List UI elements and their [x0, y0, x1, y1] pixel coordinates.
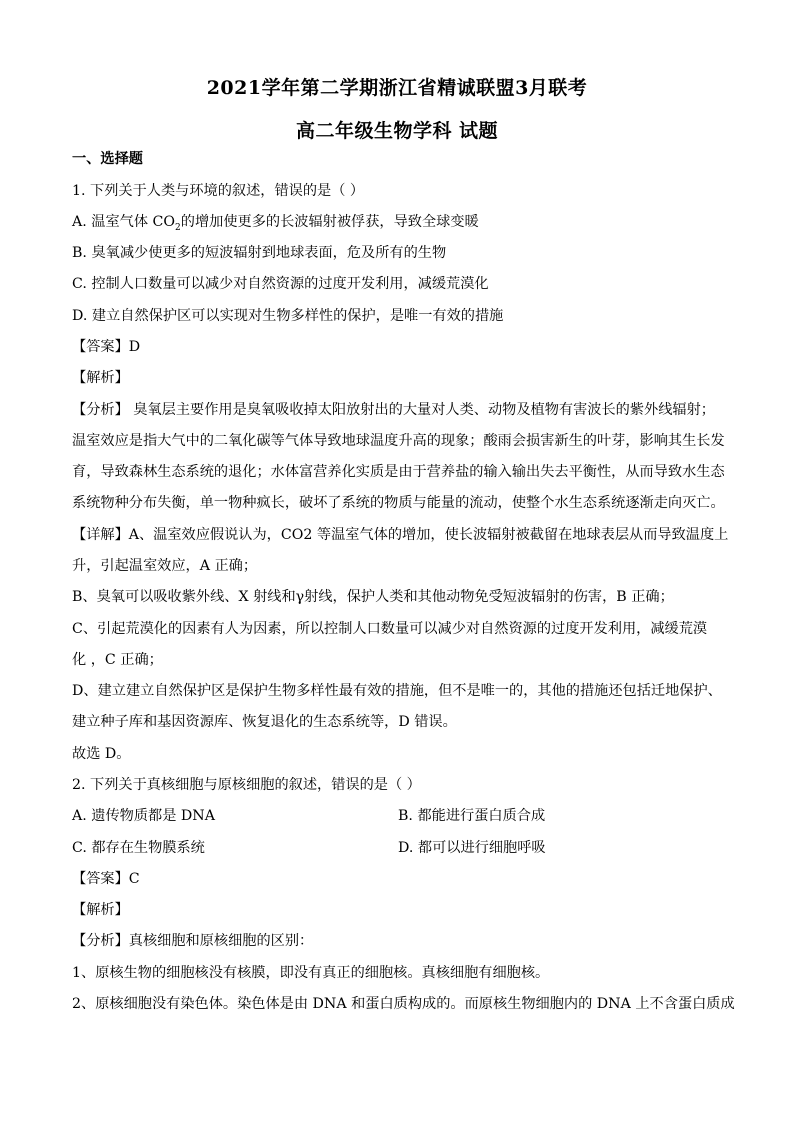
q2-point-1: 1、原核生物的细胞核没有核膜，即没有真正的细胞核。真核细胞有细胞核。	[72, 965, 550, 981]
q2-point-2: 2、原核细胞没有染色体。染色体是由 DNA 和蛋白质构成的。而原核生物细胞内的 DNA 上不含蛋白质成	[72, 996, 735, 1012]
q2-answer: 【答案】C	[72, 871, 140, 887]
q1-detail-c-2: 化 ，C 正确；	[72, 652, 163, 668]
exam-title: 2021学年第二学期浙江省精诚联盟3月联考	[206, 77, 588, 99]
q1-detail-b: B、臭氧可以吸收紫外线、X 射线和γ射线，保护人类和其他动物免受短波辐射的伤害，B 正确；	[72, 589, 674, 605]
q2-option-d: D. 都可以进行细胞呼吸	[398, 840, 546, 856]
q1-option-a-post: 的增加使更多的长波辐射被俘获，导致全球变暖	[180, 214, 479, 230]
q1-fenxi-2: 温室效应是指大气中的二氧化碳等气体导致地球温度升高的现象；酸雨会损害新生的叶芽，影响其生长发	[72, 433, 725, 449]
q1-detail-a-2: 升，引起温室效应，A 正确；	[72, 558, 258, 574]
q1-detail-d-2: 建立种子库和基因资源库、恢复退化的生态系统等，D 错误。	[72, 714, 457, 730]
q1-detail-c-1: C、引起荒漠化的因素有人为因素，所以控制人口数量可以减少对自然资源的过度开发利用，减缓荒漠	[72, 621, 708, 637]
q1-conclusion: 故选 D。	[72, 746, 131, 762]
q1-option-b: B. 臭氧减少使更多的短波辐射到地球表面，危及所有的生物	[72, 245, 447, 261]
q1-fenxi-1: 【分析】 臭氧层主要作用是臭氧吸收掉太阳放射出的大量对人类、动物及植物有害波长的紫外线辐射；	[72, 402, 715, 418]
section-heading: 一、选择题	[72, 151, 143, 167]
q1-option-d: D. 建立自然保护区可以实现对生物多样性的保护，是唯一有效的措施	[72, 308, 504, 324]
q1-option-a-pre: A. 温室气体 CO	[72, 214, 176, 230]
q1-detail-d-1: D、建立建立自然保护区是保护生物多样性最有效的措施，但不是唯一的，其他的措施还包括迁地保护、	[72, 683, 722, 699]
q1-option-a	[72, 212, 722, 232]
q2-option-a: A. 遗传物质都是 DNA	[72, 808, 215, 824]
q2-option-c: C. 都存在生物膜系统	[72, 840, 205, 856]
q1-answer: 【答案】D	[72, 339, 141, 355]
q1-fenxi-4: 系统物种分布失衡，单一物种疯长，破坏了系统的物质与能量的流动，使整个水生态系统逐渐走向灭亡。	[72, 495, 725, 511]
q1-option-a-sub: 2	[175, 222, 181, 233]
q2-fenxi: 【分析】真核细胞和原核细胞的区别：	[72, 933, 314, 949]
q2-analysis-label: 【解析】	[72, 902, 129, 918]
exam-subtitle: 高二年级生物学科 试题	[295, 120, 499, 142]
q1-detail-a-1: 【详解】A、温室效应假说认为，CO2 等温室气体的增加，使长波辐射被截留在地球表层从而导致温度上	[72, 527, 729, 543]
q2-option-b: B. 都能进行蛋白质合成	[398, 808, 546, 824]
q1-fenxi-3: 育，导致森林生态系统的退化；水体富营养化实质是由于营养盐的输入输出失去平衡性，从而导致水生态	[72, 464, 725, 480]
q2-stem: 2. 下列关于真核细胞与原核细胞的叙述，错误的是（ ）	[72, 777, 421, 793]
q1-stem: 1. 下列关于人类与环境的叙述，错误的是（ ）	[72, 183, 365, 199]
q1-option-c: C. 控制人口数量可以减少对自然资源的过度开发利用，减缓荒漠化	[72, 276, 489, 292]
q1-analysis-label: 【解析】	[72, 370, 129, 386]
